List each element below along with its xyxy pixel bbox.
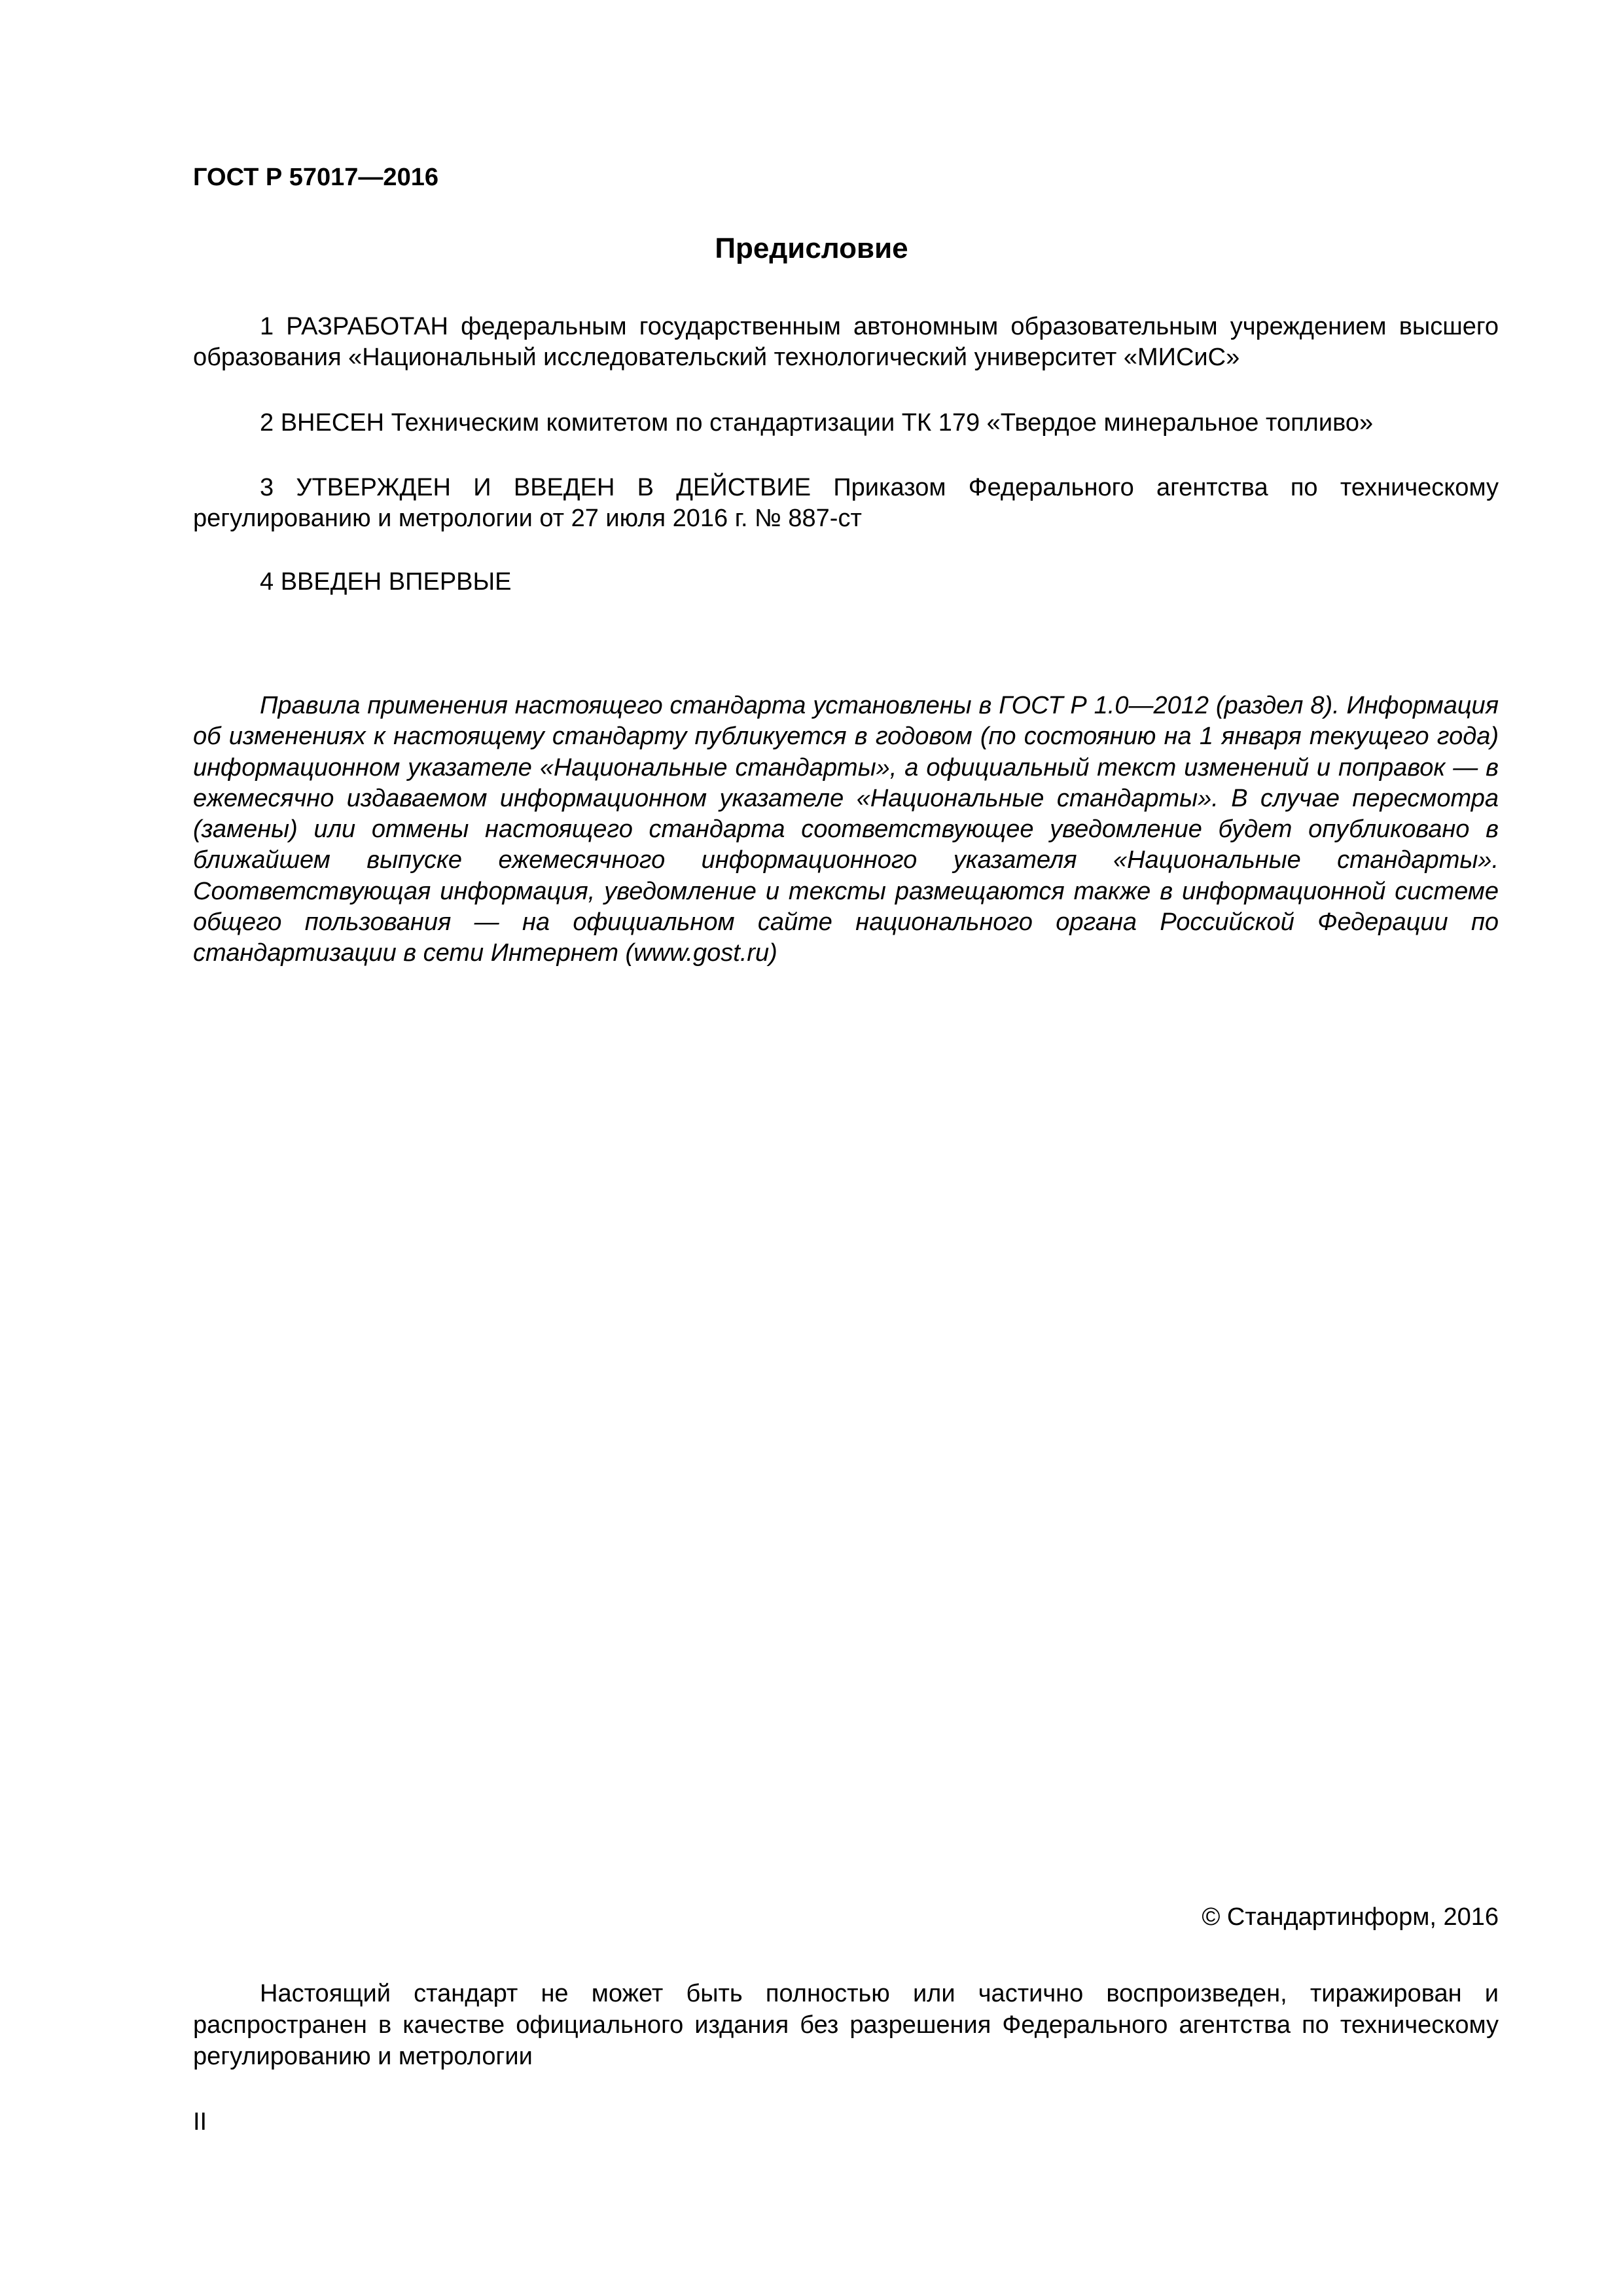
application-rules-notice: Правила применения настоящего стандарта установлены в ГОСТ Р 1.0—2012 (раздел 8). Информация об изменениях к настоящему стандарту публикуется в годовом (по состоянию на 1 января текущего года) информационном указателе «Национальные стандарты», а официальный текст изменений и поправок — в ежемесячно издаваемом информационном указателе «Национальные стандарты». В случае пересмотра (замены) или отмены настоящего стандарта соответствующее уведомление будет опубликовано в ближайшем выпуске ежемесячного информационного указателя «Национальные стандарты». Соответствующая информация, уведомление и тексты размещаются также в информационной системе общего пользования — на официальном сайте национального органа Российской Федерации по стандартизации в сети Интернет (www.gost.ru) — [193, 692, 1499, 967]
preface-item-submitted: 2 ВНЕСЕН Техническим комитетом по стандартизации ТК 179 «Твердое минеральное топливо» — [260, 409, 1374, 437]
copyright-notice: © Стандартинформ, 2016 — [1202, 1903, 1499, 1931]
page-title: Предисловие — [715, 232, 908, 264]
preface-item-introduced: 4 ВВЕДЕН ВПЕРВЫЕ — [260, 568, 512, 596]
reproduction-restriction: Настоящий стандарт не может быть полностью или частично воспроизведен, тиражирован и распространен в качестве официального издания без разрешения Федерального агентства по техническому регулированию и метрологии — [193, 1980, 1499, 2070]
preface-item-approved: 3 УТВЕРЖДЕН И ВВЕДЕН В ДЕЙСТВИЕ Приказом Федерального агентства по техническому регулированию и метрологии от 27 июля 2016 г. № 887-ст — [193, 474, 1499, 532]
document-id: ГОСТ Р 57017—2016 — [193, 164, 438, 191]
preface-item-developed: 1 РАЗРАБОТАН федеральным государственным автономным образовательным учреждением высшего образования «Национальный исследовательский технологический университет «МИСиС» — [193, 313, 1499, 371]
page-number: II — [193, 2108, 207, 2136]
